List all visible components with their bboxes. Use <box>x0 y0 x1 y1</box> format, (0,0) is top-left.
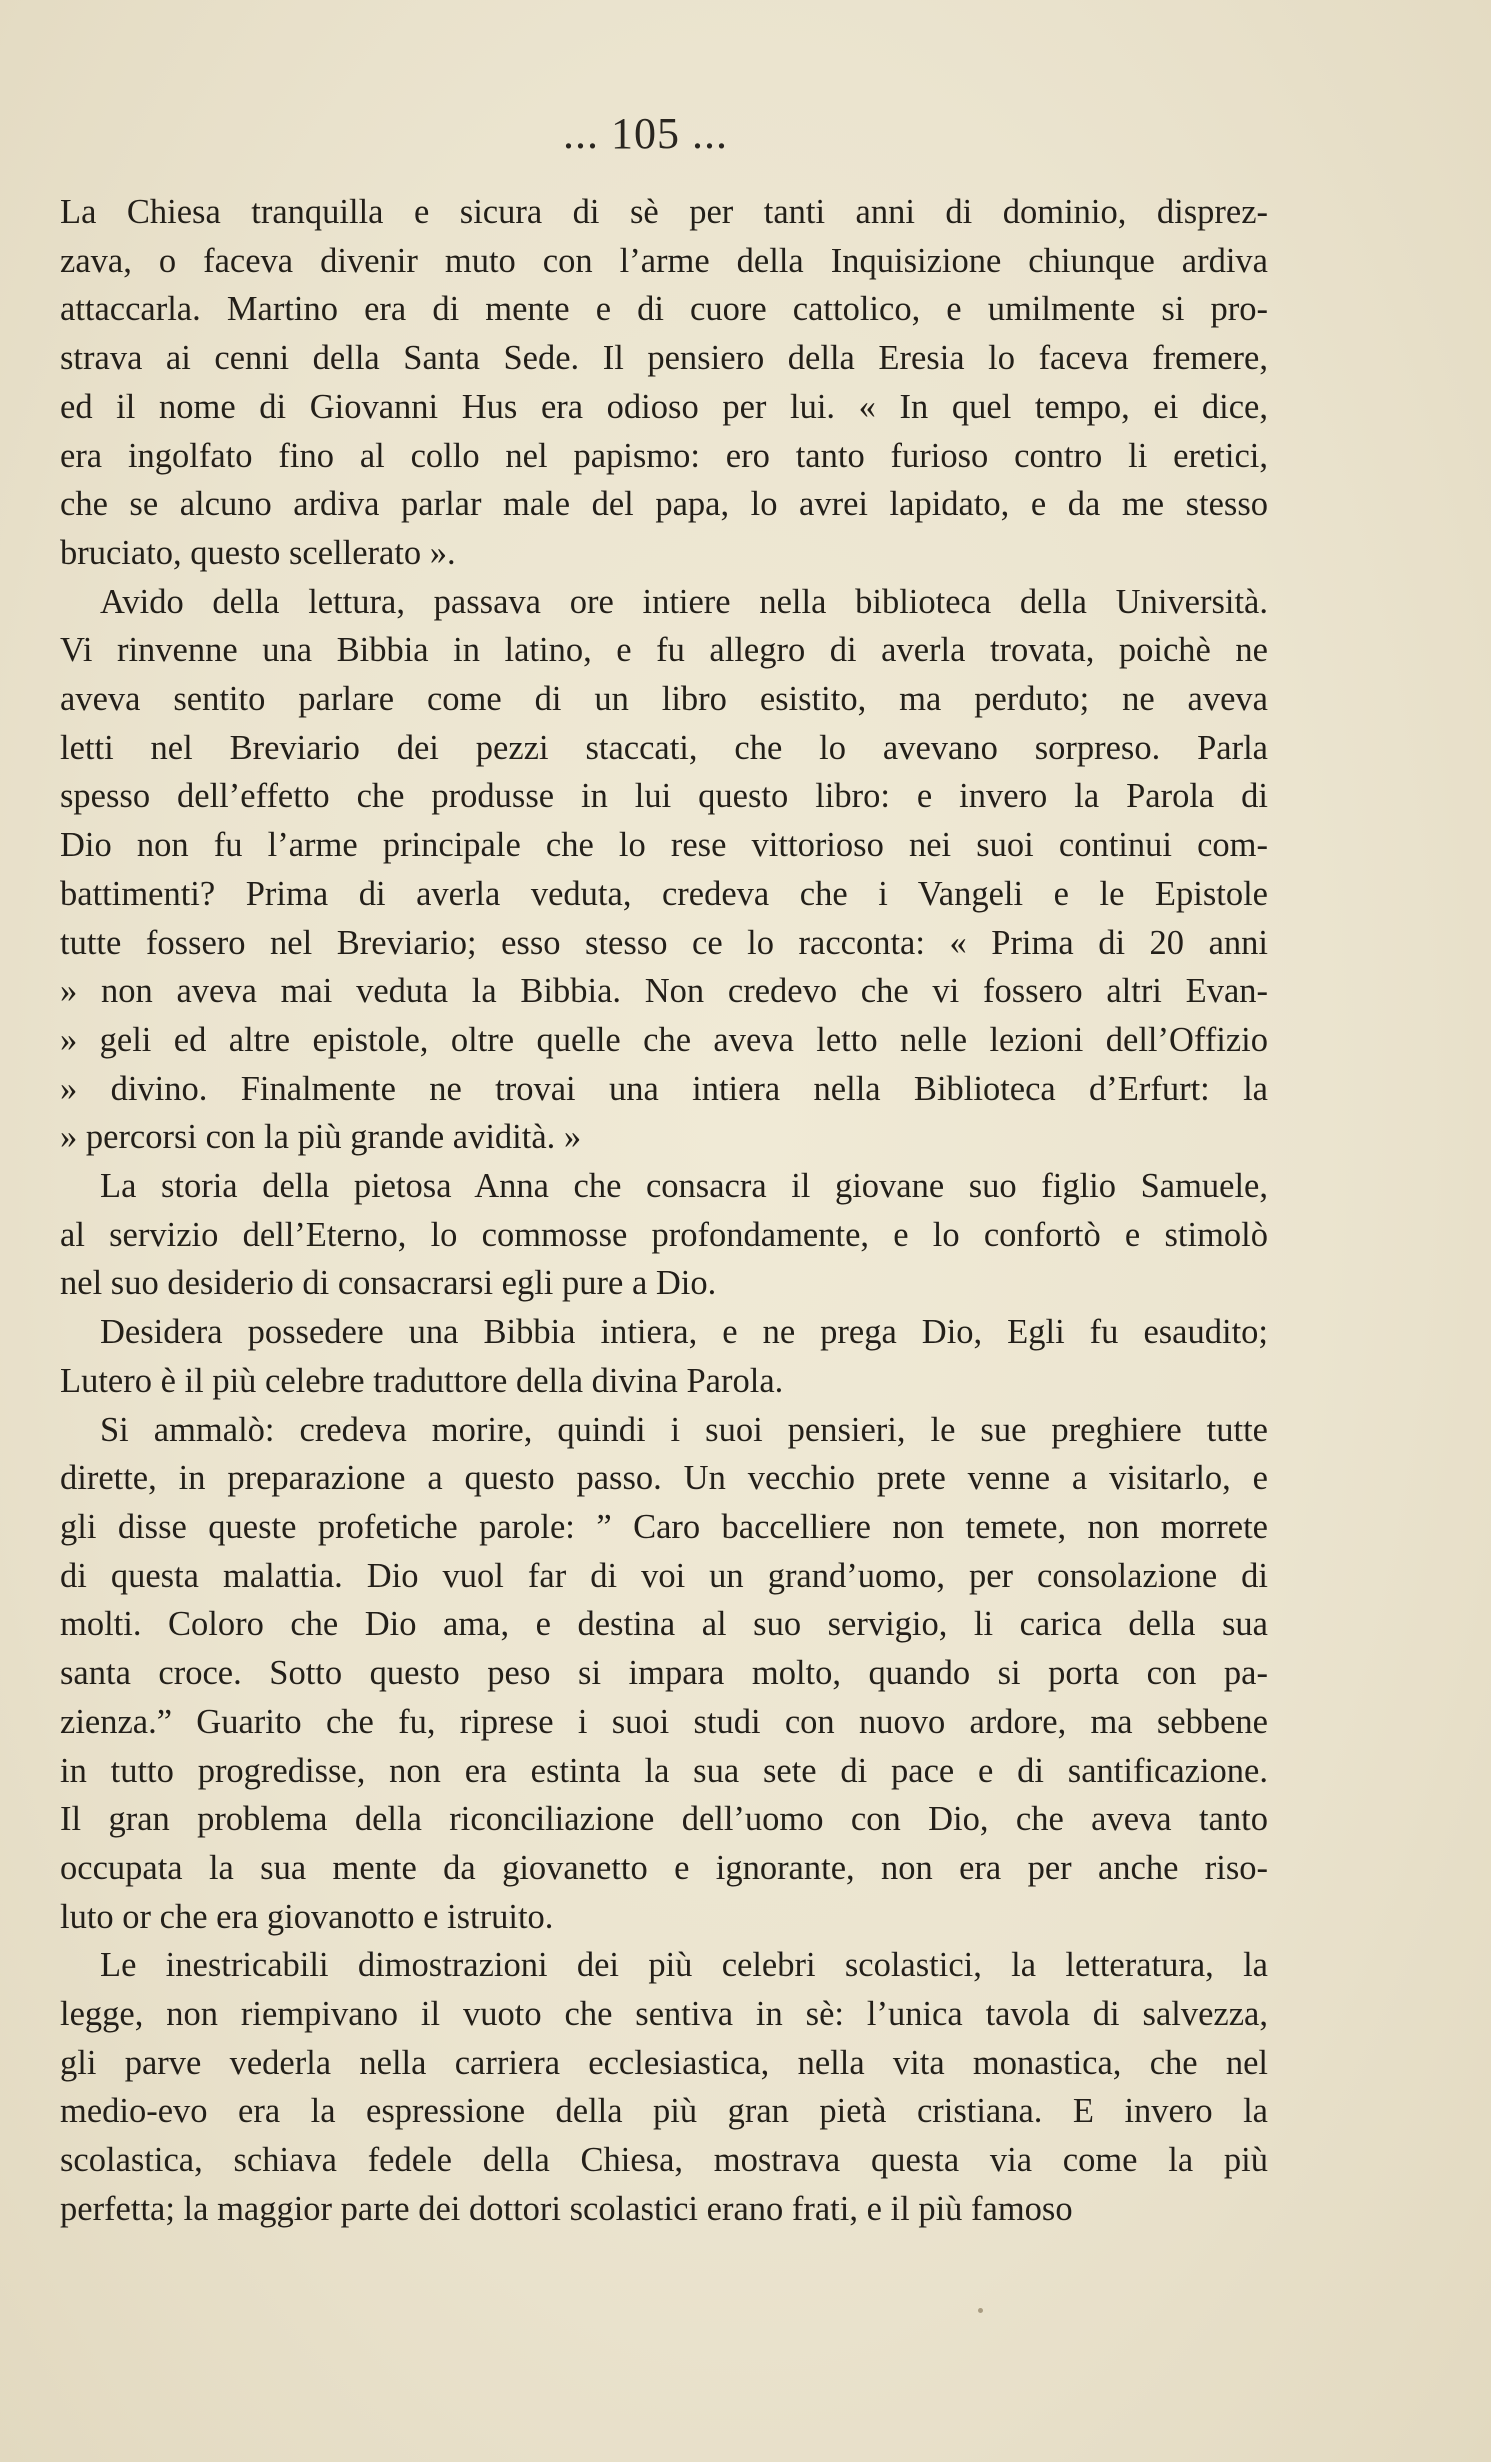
text-line: scolastica, schiava fedele della Chiesa, mostrava questa via come la più <box>60 2141 1268 2180</box>
text-line: letti nel Breviario dei pezzi staccati, che lo avevano sorpreso. Parla <box>60 728 1268 767</box>
text-line: che se alcuno ardiva parlar male del papa, lo avrei lapidato, e da me stesso <box>60 485 1268 524</box>
text-line: battimenti? Prima di averla veduta, credeva che i Vangeli e le Epistole <box>60 874 1268 913</box>
text-line: al servizio dell’Eterno, lo commosse profondamente, e lo confortò e stimolò <box>60 1215 1268 1254</box>
page-number: ... 105 ... <box>563 109 728 158</box>
text-line: » geli ed altre epistole, oltre quelle che aveva letto nelle lezioni dell’Offizio <box>60 1020 1268 1059</box>
text-line: era ingolfato fino al collo nel papismo: ero tanto furioso contro li eretici, <box>60 436 1268 475</box>
text-line: tutte fossero nel Breviario; esso stesso ce lo racconta: « Prima di 20 anni <box>60 923 1268 962</box>
text-line: Dio non fu l’arme principale che lo rese vittorioso nei suoi continui com- <box>60 826 1268 865</box>
text-line: gli parve vederla nella carriera ecclesiastica, nella vita monastica, che nel <box>60 2043 1268 2082</box>
text-line: nel suo desiderio di consacrarsi egli pure a Dio. <box>60 1264 717 1303</box>
text-line: zienza.” Guarito che fu, riprese i suoi studi con nuovo ardore, ma sebbene <box>60 1702 1268 1741</box>
text-line: ed il nome di Giovanni Hus era odioso per lui. « In quel tempo, ei dice, <box>60 387 1268 426</box>
text-line: di questa malattia. Dio vuol far di voi un grand’uomo, per consolazione di <box>60 1556 1268 1595</box>
body-text <box>60 188 1268 2234</box>
text-line: dirette, in preparazione a questo passo. Un vecchio prete venne a visitarlo, e <box>60 1459 1268 1498</box>
text-line: Si ammalò: credeva morire, quindi i suoi pensieri, le sue preghiere tutte <box>100 1410 1268 1449</box>
text-line: La Chiesa tranquilla e sicura di sè per tanti anni di dominio, disprez- <box>60 193 1268 231</box>
text-line: Le inestricabili dimostrazioni dei più celebri scolastici, la letteratura, la <box>100 1946 1268 1985</box>
text-line: molti. Coloro che Dio ama, e destina al suo servigio, li carica della sua <box>60 1605 1268 1644</box>
text-line: in tutto progredisse, non era estinta la sua sete di pace e di santificazione. <box>60 1751 1268 1790</box>
paper-speck <box>978 2308 983 2313</box>
text-line: Vi rinvenne una Bibbia in latino, e fu allegro di averla trovata, poichè ne <box>60 631 1268 670</box>
text-line: medio-evo era la espressione della più gran pietà cristiana. E invero la <box>60 2092 1268 2131</box>
text-line: occupata la sua mente da giovanetto e ignorante, non era per anche riso- <box>60 1848 1268 1887</box>
text-line: perfetta; la maggior parte dei dottori scolastici erano frati, e il più famoso <box>60 2189 1073 2228</box>
text-line: strava ai cenni della Santa Sede. Il pensiero della Eresia lo faceva fremere, <box>60 339 1268 378</box>
text-line: luto or che era giovanotto e istruito. <box>60 1897 554 1936</box>
text-line: aveva sentito parlare come di un libro esistito, ma perduto; ne aveva <box>60 680 1268 719</box>
text-line: spesso dell’effetto che produsse in lui questo libro: e invero la Parola di <box>60 777 1268 816</box>
text-line: Avido della lettura, passava ore intiere nella biblioteca della Università. <box>100 582 1268 621</box>
text-line: bruciato, questo scellerato ». <box>60 533 456 572</box>
text-line: zava, o faceva divenir muto con l’arme della Inquisizione chiunque ardiva <box>60 241 1268 280</box>
text-line: legge, non riempivano il vuoto che sentiva in sè: l’unica tavola di salvezza, <box>60 1995 1268 2034</box>
text-line: Il gran problema della riconciliazione dell’uomo con Dio, che aveva tanto <box>60 1800 1268 1839</box>
text-line: » non aveva mai veduta la Bibbia. Non credevo che vi fossero altri Evan- <box>60 972 1268 1011</box>
text-line: » divino. Finalmente ne trovai una intiera nella Biblioteca d’Erfurt: la <box>60 1069 1268 1108</box>
text-line: Desidera possedere una Bibbia intiera, e ne prega Dio, Egli fu esaudito; <box>100 1313 1268 1352</box>
text-line: La storia della pietosa Anna che consacra il giovane suo figlio Samuele, <box>100 1167 1268 1206</box>
text-line: attaccarla. Martino era di mente e di cuore cattolico, e umilmente si pro- <box>60 290 1268 329</box>
text-line: Lutero è il più celebre traduttore della divina Parola. <box>60 1361 784 1400</box>
text-line: gli disse queste profetiche parole: ” Caro baccelliere non temete, non morrete <box>60 1507 1268 1546</box>
text-line: » percorsi con la più grande avidità. » <box>60 1118 582 1157</box>
text-line: santa croce. Sotto questo peso si impara molto, quando si porta con pa- <box>60 1654 1268 1693</box>
